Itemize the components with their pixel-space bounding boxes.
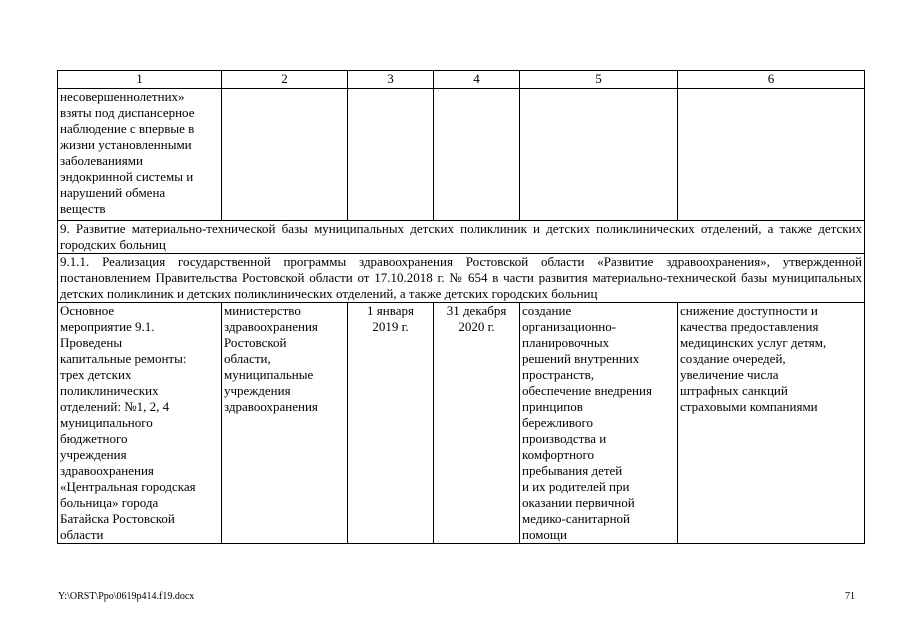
cell-line: 31 декабря: [446, 303, 507, 318]
cell-line: министерство: [224, 303, 301, 318]
cell-line: создание: [522, 303, 572, 318]
measures-table: [57, 70, 865, 544]
footer-file-path: Y:\ORST\Ppo\0619p414.f19.docx: [58, 591, 195, 602]
cell-line: учреждения: [60, 447, 127, 462]
page-number: 71: [845, 591, 855, 602]
cell-line: поликлинических: [60, 383, 159, 398]
cell-indicator-continued: [58, 89, 222, 221]
cell-line: заболеваниями: [60, 153, 143, 168]
header-cell: 3: [348, 71, 434, 89]
section-9-heading: 9. Развитие материально-технической базы муниципальных детских поликлиник и детских поликлинических отделений, а также детских городских больниц: [58, 221, 865, 254]
cell-line: нарушений обмена: [60, 185, 166, 200]
cell-line: учреждения: [224, 383, 291, 398]
header-cell: 4: [434, 71, 520, 89]
cell-line: бюджетного: [60, 431, 128, 446]
cell-line: 2020 г.: [458, 319, 495, 334]
cell-line: производства и: [522, 431, 607, 446]
section-9-1-1-heading: 9.1.1. Реализация государственной программы здравоохранения Ростовской области «Развитие здравоохранения», утвержденной постановлением Правительства Ростовской области от 17.10.2018 г. № 654 в части развития материально-технической базы муниципальных детских поликлиник и детских поликлинических отделений, а также детских городских больниц: [58, 254, 865, 303]
cell-line: обеспечение внедрения: [522, 383, 652, 398]
cell-line: несовершеннолетних»: [60, 89, 185, 104]
cell-line: страховыми компаниями: [680, 399, 818, 414]
cell-line: мероприятие 9.1.: [60, 319, 155, 334]
cell-executor: [222, 303, 348, 544]
cell-start-date: [348, 303, 434, 544]
cell-line: штрафных санкций: [680, 383, 788, 398]
cell-line: 1 января: [367, 303, 414, 318]
cell-line: пространств,: [522, 367, 594, 382]
cell-line: жизни установленными: [60, 137, 192, 152]
cell-line: Проведены: [60, 335, 123, 350]
cell-line: увеличение числа: [680, 367, 779, 382]
cell-line: наблюдение с впервые в: [60, 121, 195, 136]
cell-line: Ростовской: [224, 335, 287, 350]
empty-cell: [434, 89, 520, 221]
cell-line: области: [60, 527, 104, 542]
cell-line: снижение доступности и: [680, 303, 818, 318]
empty-cell: [348, 89, 434, 221]
empty-cell: [678, 89, 865, 221]
cell-line: бережливого: [522, 415, 593, 430]
cell-line: Батайска Ростовской: [60, 511, 175, 526]
empty-cell: [222, 89, 348, 221]
table-header-row: [58, 71, 865, 89]
cell-line: качества предоставления: [680, 319, 819, 334]
cell-line: трех детских: [60, 367, 132, 382]
empty-cell: [520, 89, 678, 221]
cell-line: капитальные ремонты:: [60, 351, 187, 366]
cell-line: и их родителей при: [522, 479, 630, 494]
cell-line: медицинских услуг детям,: [680, 335, 827, 350]
cell-line: муниципального: [60, 415, 153, 430]
cell-line: эндокринной системы и: [60, 169, 194, 184]
cell-consequences: [678, 303, 865, 544]
cell-line: Основное: [60, 303, 115, 318]
header-cell: 1: [58, 71, 222, 89]
cell-line: 2019 г.: [372, 319, 409, 334]
subsection-row: [58, 254, 865, 303]
cell-line: области,: [224, 351, 271, 366]
cell-line: муниципальные: [224, 367, 314, 382]
cell-line: помощи: [522, 527, 567, 542]
cell-expected-result: [520, 303, 678, 544]
section-row: [58, 221, 865, 254]
cell-line: оказании первичной: [522, 495, 635, 510]
cell-end-date: [434, 303, 520, 544]
header-cell: 2: [222, 71, 348, 89]
cell-line: здравоохранения: [60, 463, 154, 478]
header-cell: 5: [520, 71, 678, 89]
cell-line: создание очередей,: [680, 351, 786, 366]
cell-line: организационно-: [522, 319, 617, 334]
cell-line: веществ: [60, 201, 106, 216]
cell-line: комфортного: [522, 447, 595, 462]
cell-line: «Центральная городская: [60, 479, 196, 494]
cell-line: отделений: №1, 2, 4: [60, 399, 170, 414]
cell-line: решений внутренних: [522, 351, 640, 366]
cell-line: больница» города: [60, 495, 159, 510]
header-cell: 6: [678, 71, 865, 89]
cell-line: планировочных: [522, 335, 610, 350]
table-row-main-measure: [58, 303, 865, 544]
cell-line: пребывания детей: [522, 463, 623, 478]
cell-line: здравоохранения: [224, 399, 318, 414]
cell-line: медико-санитарной: [522, 511, 631, 526]
cell-measure-name: [58, 303, 222, 544]
cell-line: взяты под диспансерное: [60, 105, 195, 120]
table-row-continued: [58, 89, 865, 221]
cell-line: здравоохранения: [224, 319, 318, 334]
cell-line: принципов: [522, 399, 583, 414]
